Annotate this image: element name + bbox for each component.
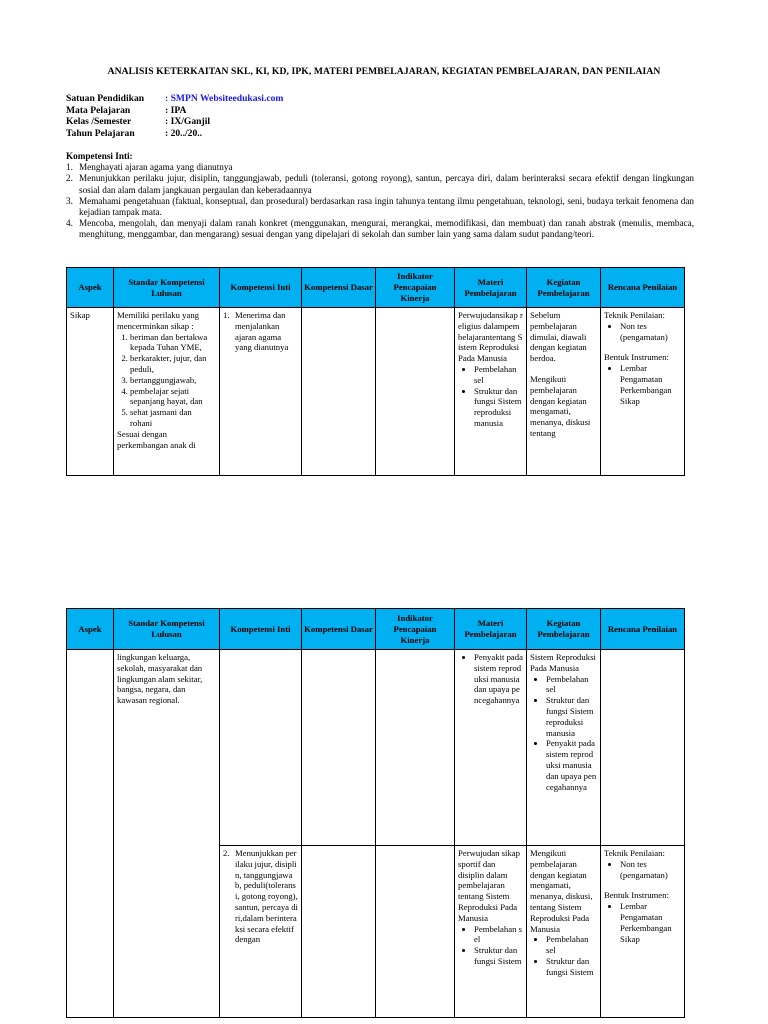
cell-ki (220, 308, 302, 476)
list-item: • Struktur dan fungsi Sistem (474, 945, 523, 967)
materi-list (458, 924, 523, 967)
cell-indikator (376, 308, 455, 476)
ki-number: 2. (66, 173, 73, 184)
ki-number: 1. (66, 162, 73, 173)
list-item: • Pembelahan sel (546, 674, 597, 696)
header-kegiatan: Kegiatan Pembelajaran (527, 609, 601, 650)
list-item: 1. beriman dan bertakwa kepada Tuhan YME, (130, 332, 216, 354)
ki-text: Menunjukkan perilaku jujur, disiplin, tanggungjawab, peduli(toleransi, gotong royong), santun, percaya diri,dalam berinteraksi secara efektif dengan (235, 848, 298, 945)
ki-text: Menghayati ajaran agama yang dianutnya (79, 162, 233, 173)
teknik-label: Teknik Penilaian: (604, 310, 665, 320)
info-value: : IPA (165, 104, 187, 116)
cell-skl (114, 308, 220, 476)
header-materi: Materi Pembelajaran (455, 268, 527, 308)
ki-number: 4. (66, 218, 73, 229)
list-item: • Struktur dan fungsi Sistem reproduksi manusia (546, 695, 597, 738)
ki-text: Menerima dan menjalankan ajaran agama yang dianutnya (235, 310, 289, 353)
school-link[interactable]: : SMPN Websiteedukasi.com (165, 93, 284, 104)
school-info (66, 93, 283, 139)
info-row (66, 93, 283, 105)
cell-kegiatan (527, 846, 601, 1018)
info-value: : IX/Ganjil (165, 116, 211, 127)
skl-intro: Memiliki perilaku yang mencerminkan sikap : (117, 310, 200, 331)
header-indikator: Indikator Pencapaian Kinerja (376, 609, 455, 650)
ki-item (66, 218, 694, 240)
list-item: • Pembelahan sel (474, 924, 523, 946)
ki-item (66, 173, 694, 195)
info-row (66, 128, 283, 140)
table-row (67, 650, 685, 846)
header-aspek: Aspek (67, 268, 114, 308)
info-label: Kelas /Semester (66, 116, 132, 127)
cell-materi (455, 846, 527, 1018)
list-item: • Lembar Pengamatan Perkembangan Sikap (620, 901, 681, 944)
cell-ki (220, 650, 302, 846)
list-item: 5. sehat jasmani dan rohani (130, 407, 216, 429)
kompetensi-inti-section (66, 151, 694, 241)
info-row (66, 116, 283, 128)
list-item: 3. bertanggungjawab, (130, 375, 216, 386)
list-item: • Non tes (pengamatan) (620, 321, 681, 343)
cell-indikator (376, 650, 455, 846)
table-header-row (67, 609, 685, 650)
header-skl: Standar Kompetensi Lulusan (114, 609, 220, 650)
header-penilaian: Rencana Penilaian (601, 609, 685, 650)
cell-penilaian (601, 308, 685, 476)
cell-penilaian (601, 650, 685, 846)
analysis-table-1 (66, 267, 685, 476)
info-value: : 20../20.. (165, 127, 203, 139)
header-aspek: Aspek (67, 609, 114, 650)
header-skl: Standar Kompetensi Lulusan (114, 268, 220, 308)
header-kd: Kompetensi Dasar (302, 268, 376, 308)
cell-kegiatan (527, 650, 601, 846)
kegiatan-list (530, 934, 597, 977)
list-item: • Pembelahan sel (546, 934, 597, 956)
ki-heading: Kompetensi Inti: (66, 151, 133, 161)
cell-kegiatan (527, 308, 601, 476)
cell-kd (302, 650, 376, 846)
info-row (66, 105, 283, 117)
list-item: • Penyakit pada sistem reproduksi manusia dan upaya pencegahannya (474, 652, 523, 706)
list-item: • Struktur dan fungsi Sistem (546, 956, 597, 978)
teknik-list (604, 859, 681, 881)
bentuk-list (604, 901, 681, 944)
bentuk-label: Bentuk Instrumen: (604, 352, 669, 363)
kegiatan-text: Sebelum pembelajaran dimulai, diawali dengan kegiatan berdoa. (530, 310, 587, 364)
bentuk-label: Bentuk Instrumen: (604, 890, 669, 901)
ki-item (66, 196, 694, 218)
ki-number: 2. (223, 848, 230, 858)
teknik-list (604, 321, 681, 343)
header-materi: Materi Pembelajaran (455, 609, 527, 650)
teknik-label: Teknik Penilaian: (604, 848, 665, 858)
materi-list (458, 364, 523, 429)
cell-materi (455, 308, 527, 476)
table-header-row (67, 268, 685, 308)
skl-list (117, 332, 216, 429)
kegiatan-list (530, 674, 597, 793)
info-label: Tahun Pelajaran (66, 127, 135, 139)
ki-number: 1. (223, 310, 230, 320)
kegiatan-text: Sistem Reproduksi Pada Manusia (530, 652, 596, 673)
list-item: • Non tes (pengamatan) (620, 859, 681, 881)
cell-kd (302, 308, 376, 476)
skl-continuation: lingkungan keluarga, sekolah, masyarakat dan lingkungan alam sekitar, bangsa, negara, dan kawasan regional. (117, 652, 203, 706)
kegiatan-text: Mengikuti pembelajaran dengan kegiatan mengamati, menanya, diskusi tentang (530, 373, 591, 438)
list-item: • Pembelahan sel (474, 364, 523, 386)
cell-penilaian (601, 846, 685, 1018)
header-penilaian: Rencana Penilaian (601, 268, 685, 308)
header-indikator: Indikator Pencapaian Kinerja (376, 268, 455, 308)
list-item: • Penyakit pada sistem reproduksi manusia dan upaya pencegahannya (546, 738, 597, 792)
list-item: 2. berkarakter, jujur, dan peduli, (130, 353, 216, 375)
ki-text: Menunjukkan perilaku jujur, disiplin, tanggungjawab, peduli (toleransi, gotong royong), santun, percaya diri, dalam berinteraksi secara efektif dengan lingkungan sosial dan alam dalam jangkauan pergaulan dan keberadaannya (79, 173, 694, 195)
cell-aspek: Sikap (67, 308, 114, 476)
cell-kd (302, 846, 376, 1018)
ki-text: Mencoba, mengolah, dan menyaji dalam ranah konkret (menggunakan, mengurai, merangkai, memodifikasi, dan membuat) dan ranah abstrak (menulis, membaca, menghitung, menggambar, dan mengarang) sesuai dengan yang dipelajari di sekolah dan sumber lain yang sama dalam sudut pandang/teori. (79, 218, 694, 240)
analysis-table-2 (66, 608, 685, 1018)
list-item: • Lembar Pengamatan Perkembangan Sikap (620, 363, 681, 406)
kegiatan-text: Mengikuti pembelajaran dengan kegiatan mengamati, menanya, diskusi, tentang Sistem Reproduksi Pada Manusia (530, 848, 593, 934)
cell-aspek (67, 650, 114, 1018)
list-item: 4. pembelajar sejati sepanjang hayat, dan (130, 386, 216, 408)
ki-number: 3. (66, 195, 73, 206)
header-kd: Kompetensi Dasar (302, 609, 376, 650)
materi-intro: Perwujudan sikap sportif dan disiplin dalam pembelajaran tentang Sistem Reproduksi Pada Manusia (458, 848, 521, 923)
list-item: • Struktur dan fungsi Sistem reproduksi manusia (474, 386, 523, 429)
materi-list (458, 652, 523, 706)
cell-ki (220, 846, 302, 1018)
cell-indikator (376, 846, 455, 1018)
table-row (67, 308, 685, 476)
materi-intro: Perwujudansikap religius dalampembelajarantentang Sistem Reproduksi Pada Manusia (458, 310, 523, 364)
cell-materi (455, 650, 527, 846)
cell-skl (114, 650, 220, 1018)
info-label: Mata Pelajaran (66, 104, 131, 116)
ki-item (66, 162, 694, 173)
document-title: ANALISIS KETERKAITAN SKL, KI, KD, IPK, MATERI PEMBELAJARAN, KEGIATAN PEMBELAJARAN, DAN PENILAIAN (107, 66, 661, 77)
header-ki: Kompetensi Inti (220, 609, 302, 650)
bentuk-list (604, 363, 681, 406)
skl-outro: Sesuai dengan perkembangan anak di (117, 428, 196, 450)
info-label: Satuan Pendidikan (66, 93, 145, 104)
ki-text: Memahami pengetahuan (faktual, konseptual, dan prosedural) berdasarkan rasa ingin tahunya tentang ilmu pengetahuan, teknologi, seni, budaya terkait fenomena dan kejadian tampak mata. (79, 195, 694, 218)
header-ki: Kompetensi Inti (220, 268, 302, 308)
header-kegiatan: Kegiatan Pembelajaran (527, 268, 601, 308)
